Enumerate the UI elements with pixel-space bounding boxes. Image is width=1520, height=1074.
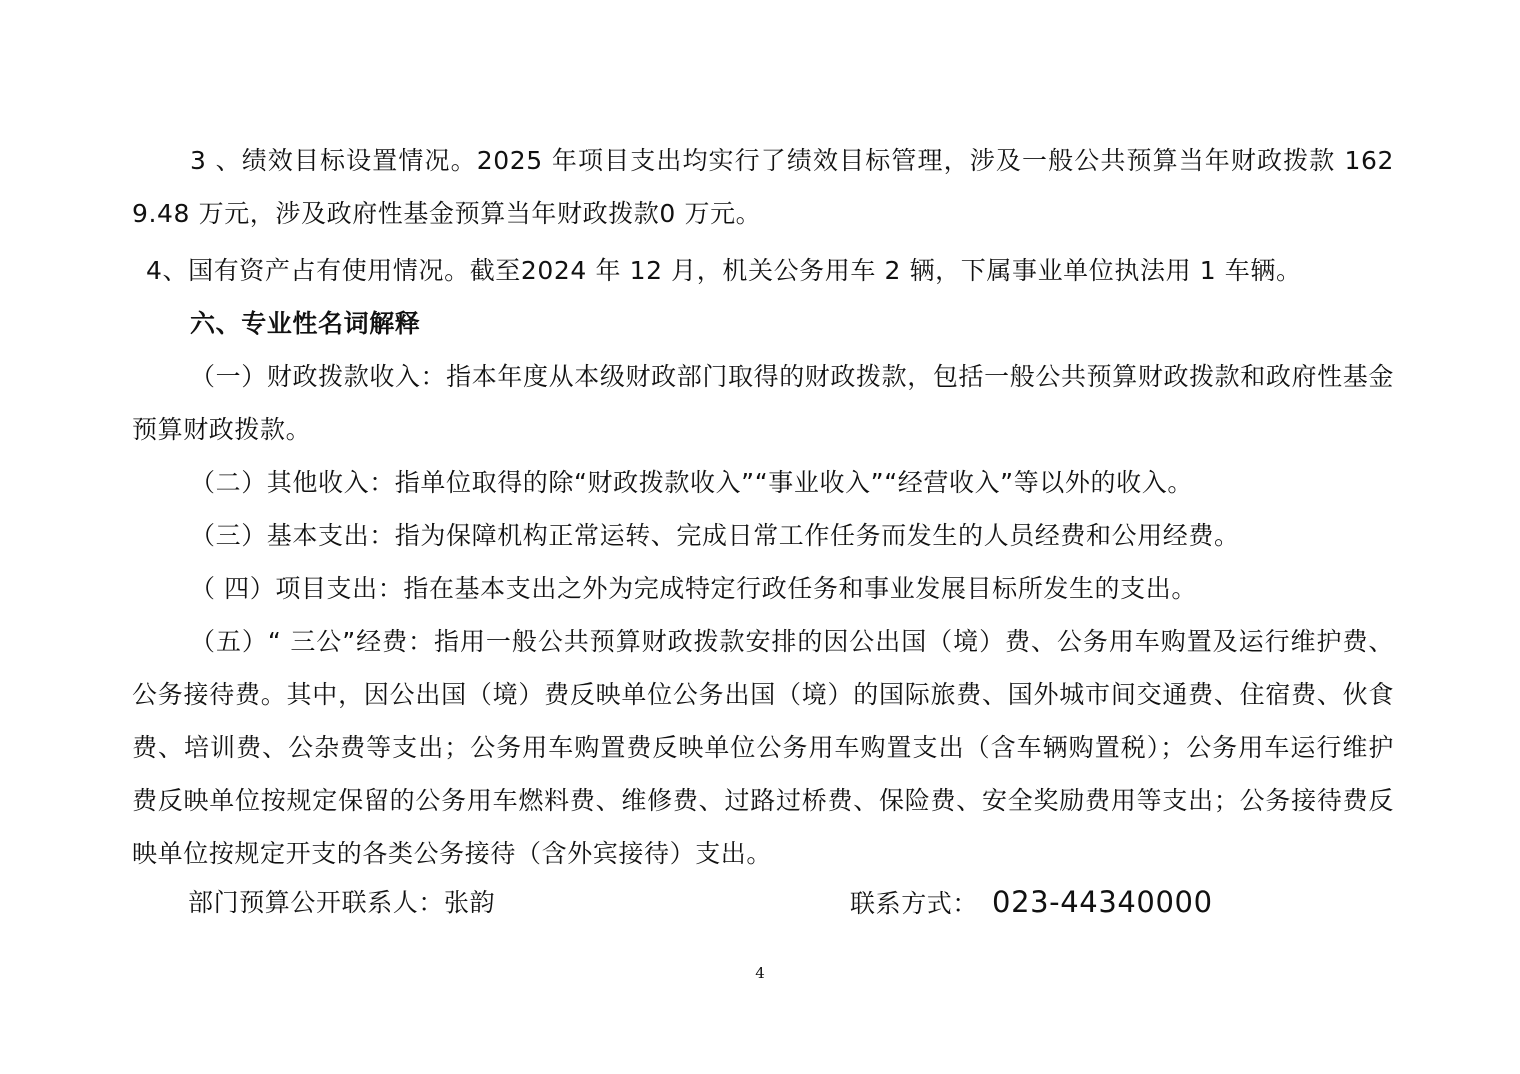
definition-basic-expenditure: （三）基本支出：指为保障机构正常运转、完成日常工作任务而发生的人员经费和公用经费。 <box>190 521 1240 550</box>
state-assets-paragraph: 4、国有资产占有使用情况。截至2024 年 12 月，机关公务用车 2 辆，下属事业单位执法用 1 车辆。 <box>146 256 1302 285</box>
contact-person: 部门预算公开联系人：张韵 <box>188 888 496 917</box>
section-heading: 六、专业性名词解释 <box>190 309 421 338</box>
definition-three-public-expenses: （五）“ 三公”经费：指用一般公共预算财政拨款安排的因公出国（境）费、公务用车购置及运行维护费、公务接待费。其中，因公出国（境）费反映单位公务出国（境）的国际旅费、国外城市间交通费、住宿费、伙食费、培训费、公杂费等支出；公务用车购置费反映单位公务用车购置支出（含车辆购置税）；公务用车运行维护费反映单位按规定保留的公务用车燃料费、维修费、过路过桥费、保险费、安全奖励费用等支出；公务接待费反映单位按规定开支的各类公务接待（含外宾接待）支出。 <box>132 627 1394 868</box>
contact-phone: 023-44340000 <box>992 885 1213 919</box>
definition-fiscal-appropriation: （一）财政拨款收入：指本年度从本级财政部门取得的财政拨款，包括一般公共预算财政拨款和政府性基金预算财政拨款。 <box>132 362 1394 444</box>
contact-method <box>850 876 1213 930</box>
page-number: 4 <box>755 964 765 982</box>
definition-other-income: （二）其他收入：指单位取得的除“财政拨款收入”“事业收入”“经营收入”等以外的收入。 <box>190 468 1193 497</box>
definition-project-expenditure: （ 四）项目支出：指在基本支出之外为完成特定行政任务和事业发展目标所发生的支出。 <box>190 574 1197 603</box>
contact-method-label: 联系方式： <box>850 889 979 918</box>
performance-target-paragraph: 3 、绩效目标设置情况。2025 年项目支出均实行了绩效目标管理，涉及一般公共预算当年财政拨款 1629.48 万元，涉及政府性基金预算当年财政拨款0 万元。 <box>132 146 1394 228</box>
